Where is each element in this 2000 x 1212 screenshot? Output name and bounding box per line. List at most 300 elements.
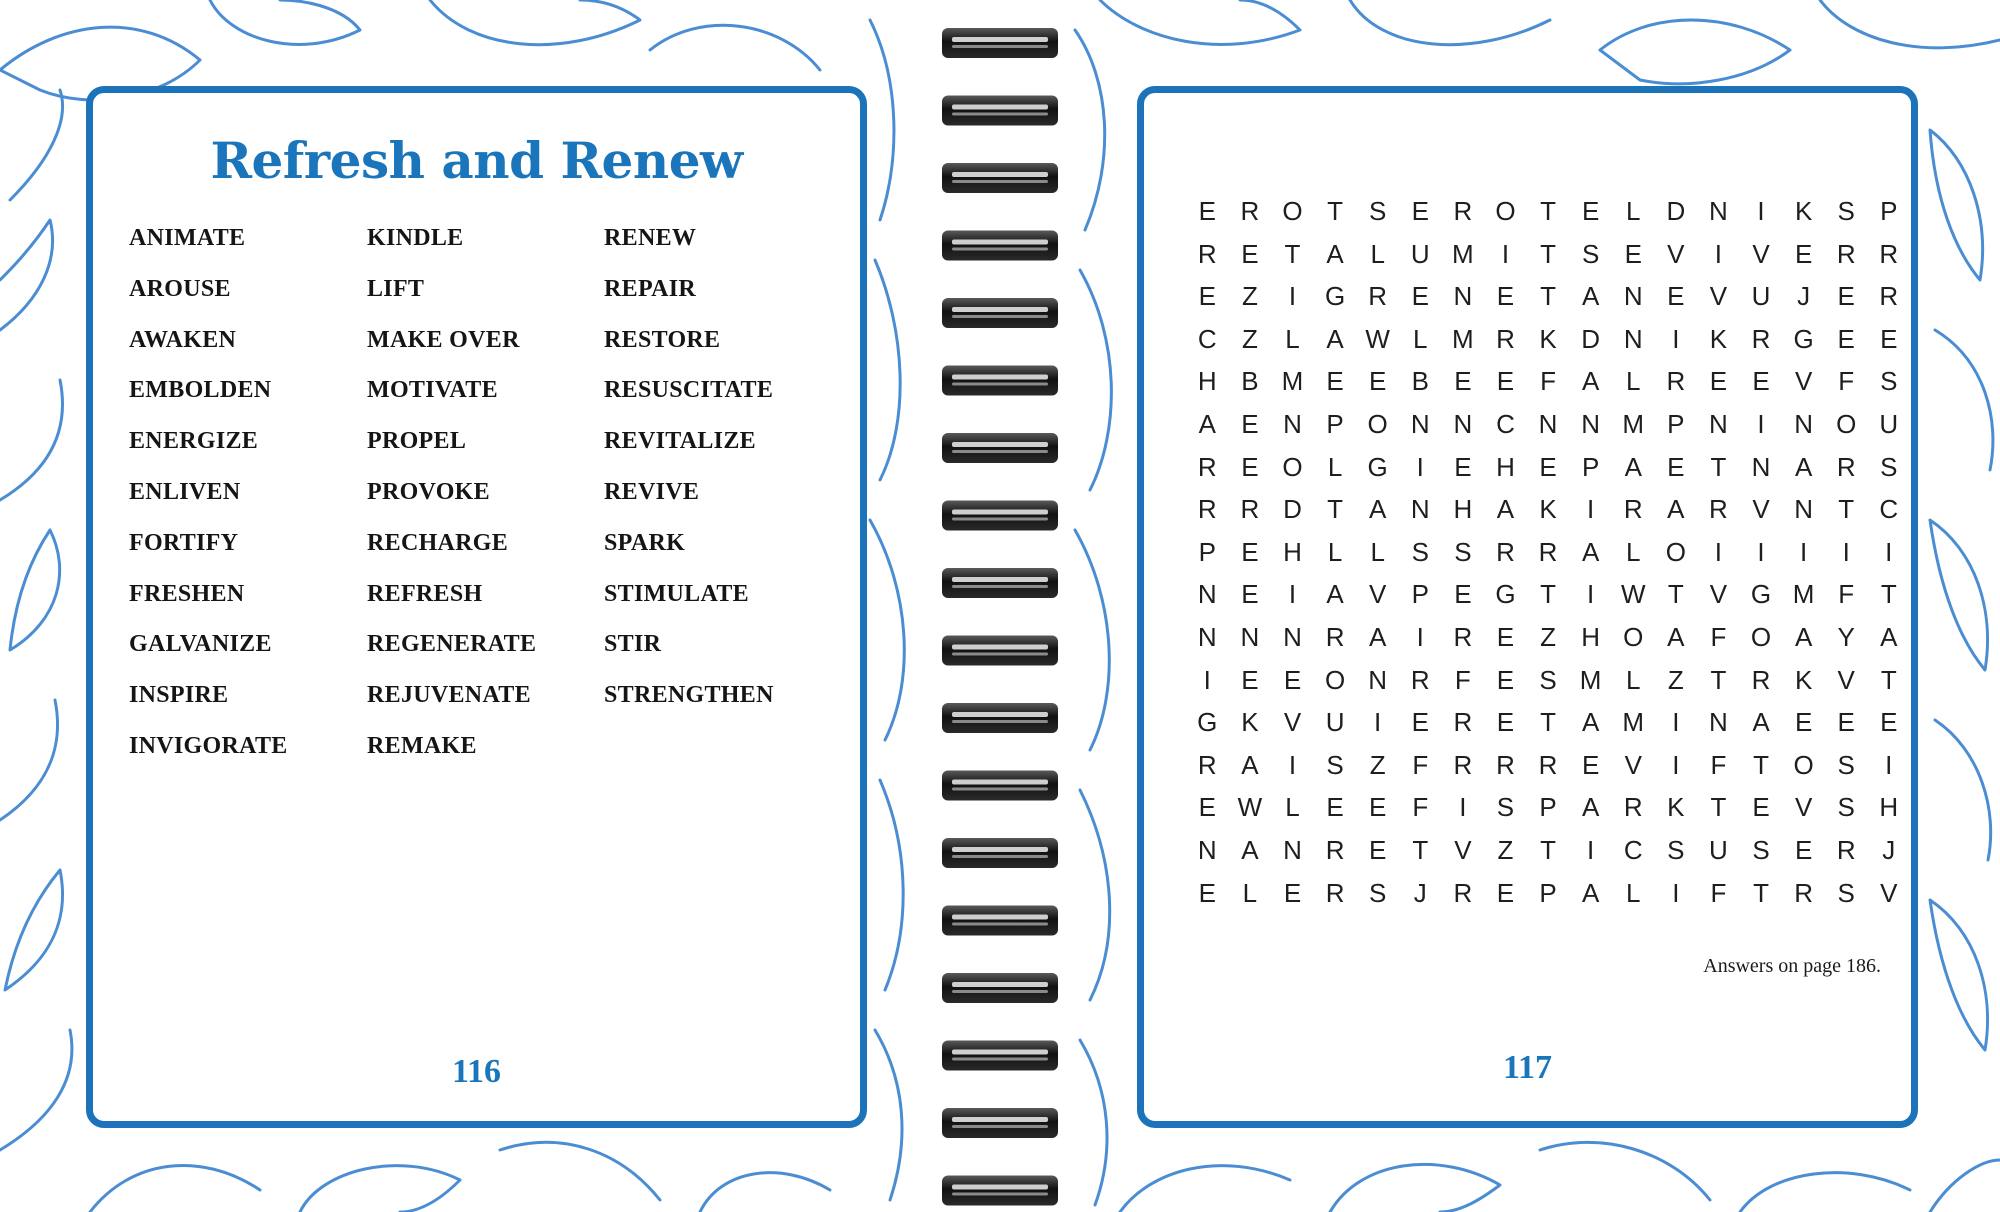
grid-letter: L — [1626, 366, 1641, 397]
grid-letter: R — [1623, 792, 1643, 823]
grid-letter: T — [1753, 877, 1769, 908]
grid-letter: I — [1714, 238, 1723, 269]
grid-letter: S — [1581, 238, 1600, 269]
grid-letter: R — [1879, 281, 1899, 312]
spiral-ring — [942, 906, 1058, 936]
grid-letter: T — [1880, 664, 1897, 695]
grid-letter: N — [1581, 408, 1601, 439]
grid-letter: R — [1751, 323, 1771, 354]
spiral-ring — [942, 1176, 1058, 1206]
grid-letter: L — [1413, 323, 1428, 354]
grid-letter: M — [1579, 664, 1602, 695]
grid-letter: G — [1750, 579, 1772, 610]
page-number: 116 — [451, 1053, 502, 1090]
grid-letter: O — [1793, 749, 1814, 780]
grid-letter: E — [1241, 664, 1259, 695]
grid-row — [1186, 531, 1910, 574]
grid-letter: R — [1496, 749, 1515, 780]
grid-row — [1186, 829, 1910, 872]
grid-letter: L — [1626, 196, 1641, 226]
grid-letter: P — [1539, 877, 1557, 908]
grid-letter: E — [1241, 408, 1259, 439]
grid-letter: P — [1326, 408, 1344, 439]
grid-letter: T — [1412, 834, 1429, 865]
grid-letter: F — [1412, 749, 1429, 780]
grid-letter: E — [1241, 579, 1259, 610]
grid-letter: S — [1454, 536, 1472, 567]
grid-letter: V — [1709, 281, 1728, 312]
grid-letter: T — [1540, 834, 1556, 865]
grid-letter: O — [1282, 451, 1303, 482]
grid-letter: S — [1496, 792, 1515, 823]
grid-letter: A — [1794, 621, 1813, 652]
spiral-ring — [942, 1041, 1058, 1071]
word-list-item: PROVOKE — [367, 478, 490, 505]
grid-letter: T — [1710, 664, 1727, 695]
grid-letter: Z — [1241, 281, 1258, 312]
grid-letter: T — [1880, 579, 1897, 610]
grid-letter: S — [1837, 749, 1855, 780]
grid-letter: R — [1453, 621, 1473, 652]
spiral-ring — [942, 771, 1058, 801]
grid-letter: N — [1240, 621, 1260, 652]
grid-letter: E — [1454, 451, 1472, 482]
word-list-item: RENEW — [604, 225, 697, 251]
grid-letter: K — [1794, 196, 1813, 226]
grid-letter: E — [1369, 366, 1387, 397]
grid-letter: V — [1880, 877, 1898, 908]
grid-letter: V — [1837, 664, 1855, 695]
grid-letter: T — [1540, 238, 1556, 269]
grid-row — [1186, 701, 1910, 744]
spiral-binding — [930, 0, 1070, 1212]
grid-letter: O — [1367, 408, 1388, 439]
grid-letter: J — [1882, 834, 1896, 865]
grid-letter: B — [1241, 366, 1259, 397]
grid-letter: A — [1581, 366, 1600, 397]
word-list-item: RESUSCITATE — [604, 377, 774, 404]
grid-row — [1186, 488, 1910, 531]
grid-letter: T — [1710, 451, 1727, 482]
grid-letter: L — [1626, 536, 1641, 567]
grid-letter: N — [1709, 196, 1728, 226]
grid-row — [1186, 446, 1910, 489]
grid-letter: N — [1410, 408, 1430, 439]
grid-letter: N — [1368, 664, 1388, 695]
grid-row — [1186, 233, 1910, 276]
spiral-ring — [942, 163, 1058, 193]
grid-letter: R — [1496, 323, 1515, 354]
spiral-ring — [942, 973, 1058, 1003]
grid-letter: L — [1626, 664, 1641, 695]
spiral-ring — [942, 703, 1058, 733]
grid-letter: I — [1672, 707, 1680, 738]
grid-letter: I — [1885, 536, 1893, 567]
grid-letter: R — [1709, 494, 1728, 525]
grid-letter: T — [1540, 579, 1556, 610]
grid-letter: E — [1496, 366, 1515, 397]
grid-letter: U — [1709, 834, 1728, 865]
grid-letter: E — [1283, 664, 1302, 695]
grid-letter: V — [1794, 366, 1813, 397]
grid-letter: A — [1752, 707, 1770, 738]
grid-letter: N — [1410, 494, 1430, 525]
grid-letter: W — [1237, 792, 1263, 823]
word-list-item: AROUSE — [129, 275, 231, 302]
grid-letter: I — [1288, 749, 1297, 780]
spiral-ring — [942, 366, 1058, 396]
grid-letter: N — [1283, 834, 1302, 865]
grid-letter: D — [1581, 323, 1601, 354]
grid-letter: R — [1538, 749, 1558, 780]
grid-row — [1186, 616, 1910, 659]
grid-letter: N — [1794, 494, 1813, 525]
grid-letter: K — [1667, 792, 1685, 823]
grid-letter: A — [1581, 536, 1600, 567]
grid-letter: T — [1838, 494, 1855, 525]
grid-letter: E — [1539, 451, 1557, 482]
grid-letter: V — [1667, 238, 1685, 269]
word-list-item: PROPEL — [367, 428, 467, 455]
grid-letter: O — [1282, 196, 1303, 226]
grid-letter: G — [1367, 451, 1388, 482]
grid-letter: N — [1197, 579, 1217, 610]
grid-letter: P — [1198, 536, 1216, 567]
grid-letter: E — [1880, 323, 1898, 354]
grid-letter: Z — [1497, 834, 1514, 865]
grid-row — [1186, 872, 1910, 915]
word-list-item: MAKE OVER — [367, 326, 520, 353]
grid-letter: D — [1666, 196, 1686, 226]
grid-letter: B — [1411, 366, 1429, 397]
grid-letter: O — [1750, 621, 1772, 652]
grid-letter: C — [1496, 408, 1515, 439]
grid-letter: M — [1792, 579, 1815, 610]
grid-letter: M — [1452, 238, 1474, 269]
word-list-item: STIR — [604, 631, 662, 658]
grid-letter: F — [1540, 366, 1556, 397]
grid-letter: E — [1454, 579, 1472, 610]
word-list-item: MOTIVATE — [367, 377, 498, 404]
grid-letter: S — [1837, 792, 1855, 823]
grid-row — [1186, 318, 1910, 361]
grid-letter: U — [1410, 238, 1430, 269]
grid-letter: E — [1198, 196, 1216, 226]
grid-letter: R — [1751, 664, 1771, 695]
grid-letter: R — [1666, 366, 1686, 397]
word-list-item: STIMULATE — [604, 580, 749, 607]
grid-letter: F — [1412, 792, 1429, 823]
word-list-item: REJUVENATE — [367, 682, 531, 709]
grid-letter: A — [1198, 408, 1216, 439]
grid-letter: A — [1241, 749, 1259, 780]
grid-letter: P — [1581, 451, 1600, 482]
grid-letter: I — [1672, 749, 1680, 780]
grid-letter: A — [1880, 621, 1898, 652]
grid-letter: E — [1411, 281, 1429, 312]
grid-letter: S — [1411, 536, 1429, 567]
word-list-item: REMAKE — [367, 732, 477, 759]
word-search-grid — [1186, 190, 1910, 914]
grid-letter: A — [1581, 281, 1600, 312]
grid-letter: V — [1752, 494, 1770, 525]
grid-letter: E — [1454, 366, 1472, 397]
grid-letter: I — [1501, 238, 1510, 269]
grid-letter: E — [1581, 749, 1600, 780]
grid-letter: K — [1241, 707, 1259, 738]
word-list-item: SPARK — [604, 529, 686, 556]
grid-letter: E — [1241, 451, 1259, 482]
grid-letter: A — [1624, 451, 1642, 482]
grid-letter: E — [1709, 366, 1728, 397]
word-list-item: FORTIFY — [129, 529, 239, 556]
grid-letter: E — [1198, 792, 1216, 823]
grid-letter: L — [1285, 323, 1300, 354]
grid-letter: C — [1879, 494, 1899, 525]
grid-letter: T — [1540, 196, 1556, 226]
grid-letter: R — [1538, 536, 1558, 567]
grid-letter: P — [1411, 579, 1429, 610]
grid-letter: E — [1411, 707, 1429, 738]
grid-row — [1186, 275, 1910, 318]
word-list-item: GALVANIZE — [129, 631, 272, 658]
grid-letter: I — [1288, 579, 1297, 610]
grid-letter: K — [1539, 323, 1557, 354]
grid-letter: I — [1672, 323, 1680, 354]
grid-letter: I — [1885, 749, 1893, 780]
grid-letter: P — [1880, 196, 1898, 226]
grid-letter: H — [1283, 536, 1302, 567]
grid-letter: E — [1411, 196, 1429, 226]
grid-letter: E — [1752, 366, 1770, 397]
grid-letter: E — [1794, 238, 1813, 269]
grid-letter: S — [1837, 196, 1855, 226]
grid-letter: I — [1714, 536, 1723, 567]
grid-letter: R — [1410, 664, 1430, 695]
grid-letter: L — [1327, 451, 1343, 482]
grid-letter: F — [1838, 366, 1855, 397]
grid-letter: G — [1495, 579, 1516, 610]
grid-letter: I — [1757, 536, 1765, 567]
grid-letter: R — [1325, 834, 1345, 865]
spiral-ring — [942, 433, 1058, 463]
grid-letter: G — [1197, 707, 1218, 738]
grid-letter: T — [1540, 281, 1556, 312]
grid-letter: R — [1496, 536, 1515, 567]
grid-letter: I — [1842, 536, 1850, 567]
word-list-item: REVITALIZE — [604, 428, 756, 455]
grid-letter: I — [1288, 281, 1297, 312]
word-list-item: REFRESH — [367, 580, 483, 607]
grid-letter: R — [1453, 749, 1473, 780]
grid-letter: H — [1197, 366, 1217, 397]
grid-letter: H — [1496, 451, 1515, 482]
grid-letter: R — [1325, 621, 1345, 652]
grid-letter: P — [1539, 792, 1557, 823]
grid-letter: A — [1581, 707, 1600, 738]
grid-row — [1186, 360, 1910, 403]
grid-letter: N — [1709, 707, 1728, 738]
grid-letter: Z — [1540, 621, 1556, 652]
grid-letter: R — [1453, 196, 1473, 226]
grid-letter: T — [1667, 579, 1684, 610]
grid-letter: G — [1324, 281, 1346, 312]
grid-letter: L — [1327, 536, 1343, 567]
grid-letter: A — [1581, 792, 1600, 823]
grid-letter: T — [1540, 707, 1556, 738]
left-page — [86, 86, 867, 1128]
grid-letter: W — [1365, 323, 1390, 354]
grid-letter: A — [1241, 834, 1259, 865]
grid-letter: R — [1794, 877, 1813, 908]
grid-letter: E — [1369, 834, 1387, 865]
grid-letter: E — [1241, 238, 1259, 269]
grid-letter: V — [1752, 238, 1770, 269]
grid-letter: O — [1836, 408, 1857, 439]
grid-letter: G — [1793, 323, 1814, 354]
word-list-item: STRENGTHEN — [604, 682, 774, 709]
grid-letter: R — [1325, 877, 1345, 908]
grid-letter: R — [1197, 238, 1217, 269]
grid-letter: E — [1667, 281, 1685, 312]
word-list-item: LIFT — [367, 275, 425, 302]
grid-letter: I — [1459, 792, 1467, 823]
grid-letter: O — [1495, 196, 1516, 226]
word-list-item: KINDLE — [367, 225, 464, 251]
grid-letter: U — [1751, 281, 1771, 312]
grid-letter: A — [1667, 494, 1685, 525]
grid-letter: V — [1709, 579, 1728, 610]
grid-letter: L — [1370, 536, 1385, 567]
grid-letter: N — [1751, 451, 1771, 482]
grid-letter: E — [1752, 792, 1770, 823]
grid-letter: A — [1581, 877, 1600, 908]
grid-letter: C — [1197, 323, 1217, 354]
grid-letter: E — [1326, 792, 1344, 823]
grid-letter: F — [1710, 877, 1727, 908]
grid-letter: R — [1197, 749, 1217, 780]
right-page — [1137, 86, 1918, 1128]
grid-letter: S — [1667, 834, 1685, 865]
grid-letter: A — [1326, 238, 1344, 269]
grid-letter: A — [1369, 621, 1387, 652]
grid-letter: F — [1454, 664, 1471, 695]
grid-letter: I — [1416, 621, 1424, 652]
word-list-item: REPAIR — [604, 275, 697, 302]
grid-letter: V — [1624, 749, 1642, 780]
grid-letter: J — [1797, 281, 1811, 312]
page-number: 117 — [1502, 1049, 1553, 1086]
word-list-item: INSPIRE — [129, 682, 229, 709]
grid-letter: N — [1283, 621, 1302, 652]
grid-letter: N — [1197, 621, 1217, 652]
grid-letter: R — [1836, 451, 1856, 482]
word-list-item: REGENERATE — [367, 631, 537, 658]
grid-row — [1186, 403, 1910, 446]
grid-letter: N — [1623, 281, 1643, 312]
grid-letter: N — [1283, 408, 1302, 439]
puzzle-title: Refresh and Renew — [210, 131, 743, 190]
word-list-item: EMBOLDEN — [129, 377, 272, 404]
spiral-ring — [942, 636, 1058, 666]
grid-letter: R — [1453, 877, 1473, 908]
word-list-column-3 — [604, 225, 844, 733]
grid-letter: E — [1794, 707, 1813, 738]
grid-letter: U — [1325, 707, 1345, 738]
word-list-column-2 — [367, 225, 607, 784]
spiral-ring — [942, 96, 1058, 126]
grid-letter: E — [1880, 707, 1898, 738]
word-list-item: AWAKEN — [129, 326, 237, 353]
grid-letter: L — [1626, 877, 1641, 908]
grid-letter: I — [1587, 834, 1595, 865]
grid-letter: S — [1880, 451, 1898, 482]
grid-letter: A — [1326, 579, 1344, 610]
grid-letter: V — [1369, 579, 1387, 610]
grid-letter: L — [1242, 877, 1258, 908]
grid-letter: E — [1198, 877, 1216, 908]
grid-letter: R — [1836, 834, 1856, 865]
grid-letter: J — [1413, 877, 1427, 908]
spiral-ring — [942, 501, 1058, 531]
grid-letter: N — [1709, 408, 1728, 439]
grid-letter: R — [1240, 494, 1260, 525]
word-list-item: ANIMATE — [129, 225, 246, 251]
word-list-item: ENERGIZE — [129, 428, 259, 455]
grid-letter: H — [1879, 792, 1899, 823]
grid-letter: R — [1836, 238, 1856, 269]
grid-letter: O — [1623, 621, 1644, 652]
answers-note: Answers on page 186. — [1703, 955, 1881, 977]
word-list-item: ENLIVEN — [129, 478, 241, 505]
grid-letter: N — [1453, 281, 1473, 312]
grid-row — [1186, 744, 1910, 787]
grid-letter: T — [1710, 792, 1727, 823]
grid-letter: R — [1368, 281, 1388, 312]
grid-row — [1186, 786, 1910, 829]
grid-letter: C — [1623, 834, 1643, 865]
grid-letter: E — [1496, 621, 1515, 652]
grid-letter: I — [1672, 877, 1680, 908]
grid-letter: S — [1539, 664, 1557, 695]
grid-letter: I — [1587, 494, 1595, 525]
grid-letter: T — [1284, 238, 1301, 269]
grid-letter: E — [1326, 366, 1344, 397]
grid-letter: R — [1453, 707, 1473, 738]
grid-letter: E — [1667, 451, 1685, 482]
grid-letter: I — [1757, 196, 1765, 226]
grid-letter: V — [1794, 792, 1813, 823]
grid-letter: T — [1753, 749, 1769, 780]
spiral-ring — [942, 28, 1058, 58]
word-list-item: RESTORE — [604, 326, 721, 353]
grid-letter: W — [1620, 579, 1646, 610]
grid-letter: Z — [1667, 664, 1684, 695]
word-list-item: INVIGORATE — [129, 732, 288, 759]
grid-letter: N — [1794, 408, 1813, 439]
spiral-ring — [942, 568, 1058, 598]
grid-letter: D — [1283, 494, 1302, 525]
spiral-ring — [942, 231, 1058, 261]
grid-row — [1186, 190, 1910, 233]
grid-letter: E — [1198, 281, 1216, 312]
grid-letter: R — [1879, 238, 1899, 269]
grid-letter: S — [1369, 196, 1387, 226]
grid-letter: E — [1496, 707, 1515, 738]
grid-letter: E — [1837, 281, 1855, 312]
word-list-item: REVIVE — [604, 478, 700, 505]
grid-letter: I — [1416, 451, 1424, 482]
